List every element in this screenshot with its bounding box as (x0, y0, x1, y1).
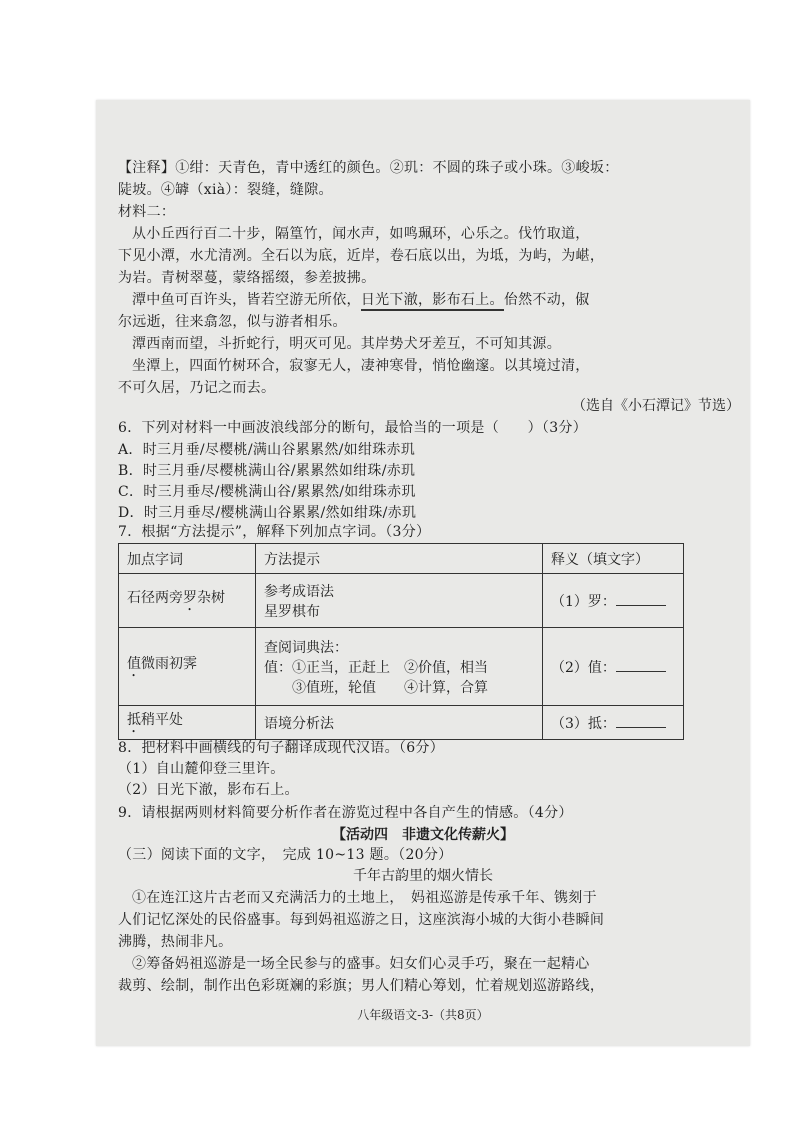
q6-option-b: B．时三月垂/尽樱桃满山谷/累累然如绀珠/赤玑 (118, 463, 416, 479)
q7-word-pre: 石径两旁 (127, 590, 183, 606)
q7-header-method: 方法提示 (256, 544, 543, 574)
article-text: 人们记忆深处的民俗盛事。每到妈祖巡游之日，这座滨海小城的大街小巷瞬间 (118, 912, 605, 928)
q7-word-dotted: 罗 (183, 590, 197, 606)
exam-page (96, 100, 750, 1046)
q7-word-post: 杂树 (197, 590, 225, 606)
q7-row (119, 628, 684, 706)
q6-option-a: A．时三月垂/尽樱桃/满山谷累累然/如绀珠赤玑 (118, 442, 416, 458)
article-title: 千年古韵里的烟火情长 (353, 868, 493, 884)
material2-source: （选自《小石潭记》节选） (572, 398, 740, 414)
q8-sentence-1: （1）自山麓仰登三里许。 (118, 761, 285, 777)
article-text: ②筹备妈祖巡游是一场全民参与的盛事。妇女们心灵手巧，聚在一起精心 (132, 956, 590, 972)
material2-text-a: 潭中鱼可百许头，皆若空游无所依， (132, 292, 361, 308)
q7-method-line: ③值班，轮值 ④计算，合算 (264, 679, 488, 696)
material2-text: 坐潭上，四面竹树环合，寂寥无人，凄神寒骨，悄怆幽邃。以其境过清， (132, 358, 590, 374)
material2-heading: 材料二： (118, 204, 176, 220)
q7-word (119, 628, 256, 706)
material2-text: 从小丘西行百二十步，隔篁竹，闻水声，如鸣珮环，心乐之。伐竹取道， (132, 226, 590, 242)
notes-line-2: 陡坡。④罅（xià）：裂缝，缝隙。 (118, 182, 333, 198)
q6-option-d: D．时三月垂尽/樱桃满山谷累累/然如绀珠/赤玑 (118, 505, 417, 521)
material2-text: 尔远逝，往来翕忽，似与游者相乐。 (118, 314, 347, 330)
q7-method-line: 语境分析法 (264, 715, 334, 732)
q7-word-dotted: 抵 (127, 712, 141, 728)
q8-stem: 8．把材料中画横线的句子翻译成现代汉语。（6分） (118, 740, 445, 756)
material2-text-c: 佁然不动，俶 (503, 292, 590, 308)
page-footer: 八年级语文-3-（共8页） (357, 1008, 489, 1022)
material2-text: 潭西南而望，斗折蛇行，明灭可见。其岸势犬牙差互，不可知其源。 (132, 336, 561, 352)
q7-stem: 7．根据“方法提示”，解释下列加点字词。（3分） (118, 524, 431, 540)
article-text: 裁剪、绘制，制作出色彩斑斓的彩旗；男人们精心筹划，忙着规划巡游路线， (118, 978, 605, 994)
q7-method (256, 706, 543, 740)
q7-answer (543, 706, 684, 740)
q7-method (256, 574, 543, 628)
q7-table (118, 543, 684, 740)
answer-blank[interactable] (616, 593, 666, 606)
q7-method (256, 628, 543, 706)
q7-word-dotted: 值 (127, 656, 141, 672)
article-text: ①在连江这片古老而又充满活力的土地上， 妈祖巡游是传承千年、镌刻于 (132, 890, 597, 906)
q7-method-line: 值：①正当，正赶上 ②价值，相当 (264, 659, 488, 676)
q7-header-word: 加点字词 (119, 544, 256, 574)
q6-stem: 6．下列对材料一中画波浪线部分的断句，最恰当的一项是（ ）（3分） (118, 420, 588, 436)
material2-text: 不可久居，乃记之而去。 (118, 380, 276, 396)
q7-answer-label: （2）值： (551, 659, 616, 676)
article-text: 沸腾，热闹非凡。 (118, 934, 233, 950)
q7-word (119, 574, 256, 628)
q9-stem: 9．请根据两则材料简要分析作者在游览过程中各自产生的情感。（4分） (118, 805, 573, 821)
activity-title: 【活动四 非遗文化传薪火】 (332, 827, 514, 843)
notes-line-1: 【注释】①绀：天青色，青中透红的颜色。②玑：不圆的珠子或小珠。③峻坂： (118, 160, 619, 176)
q7-method-line: 查阅词典法： (264, 639, 348, 656)
answer-blank[interactable] (616, 715, 666, 728)
q7-method-line: 参考成语法 (264, 583, 334, 600)
q8-sentence-2: （2）日光下澈，影布石上。 (118, 782, 299, 798)
q7-word (119, 706, 256, 740)
q7-row (119, 706, 684, 740)
q6-option-c: C．时三月垂尽/樱桃满山谷/累累然/如绀珠赤玑 (118, 484, 416, 500)
underlined-sentence: 日光下澈，影布石上。 (361, 292, 504, 311)
q7-header-answer: 释义（填文字） (543, 544, 684, 574)
answer-blank[interactable] (616, 659, 666, 672)
material2-text (132, 290, 590, 310)
q7-header-row (119, 544, 684, 574)
q7-method-line: 星罗棋布 (264, 603, 320, 620)
q7-answer-label: （1）罗： (551, 593, 616, 610)
q7-answer (543, 628, 684, 706)
q7-answer (543, 574, 684, 628)
material2-text: 为岩。青树翠蔓，蒙络摇缀，参差披拂。 (118, 270, 376, 286)
q7-word-post: 稍平处 (141, 712, 183, 728)
material2-text: 下见小潭，水尤清冽。全石以为底，近岸，卷石底以出，为坻，为屿，为嵁， (118, 248, 605, 264)
q7-answer-label: （3）抵： (551, 715, 616, 732)
q7-word-post: 微雨初霁 (141, 656, 197, 672)
reading-instruction: （三）阅读下面的文字， 完成 10~13 题。（20分） (118, 847, 453, 863)
q7-row (119, 574, 684, 628)
